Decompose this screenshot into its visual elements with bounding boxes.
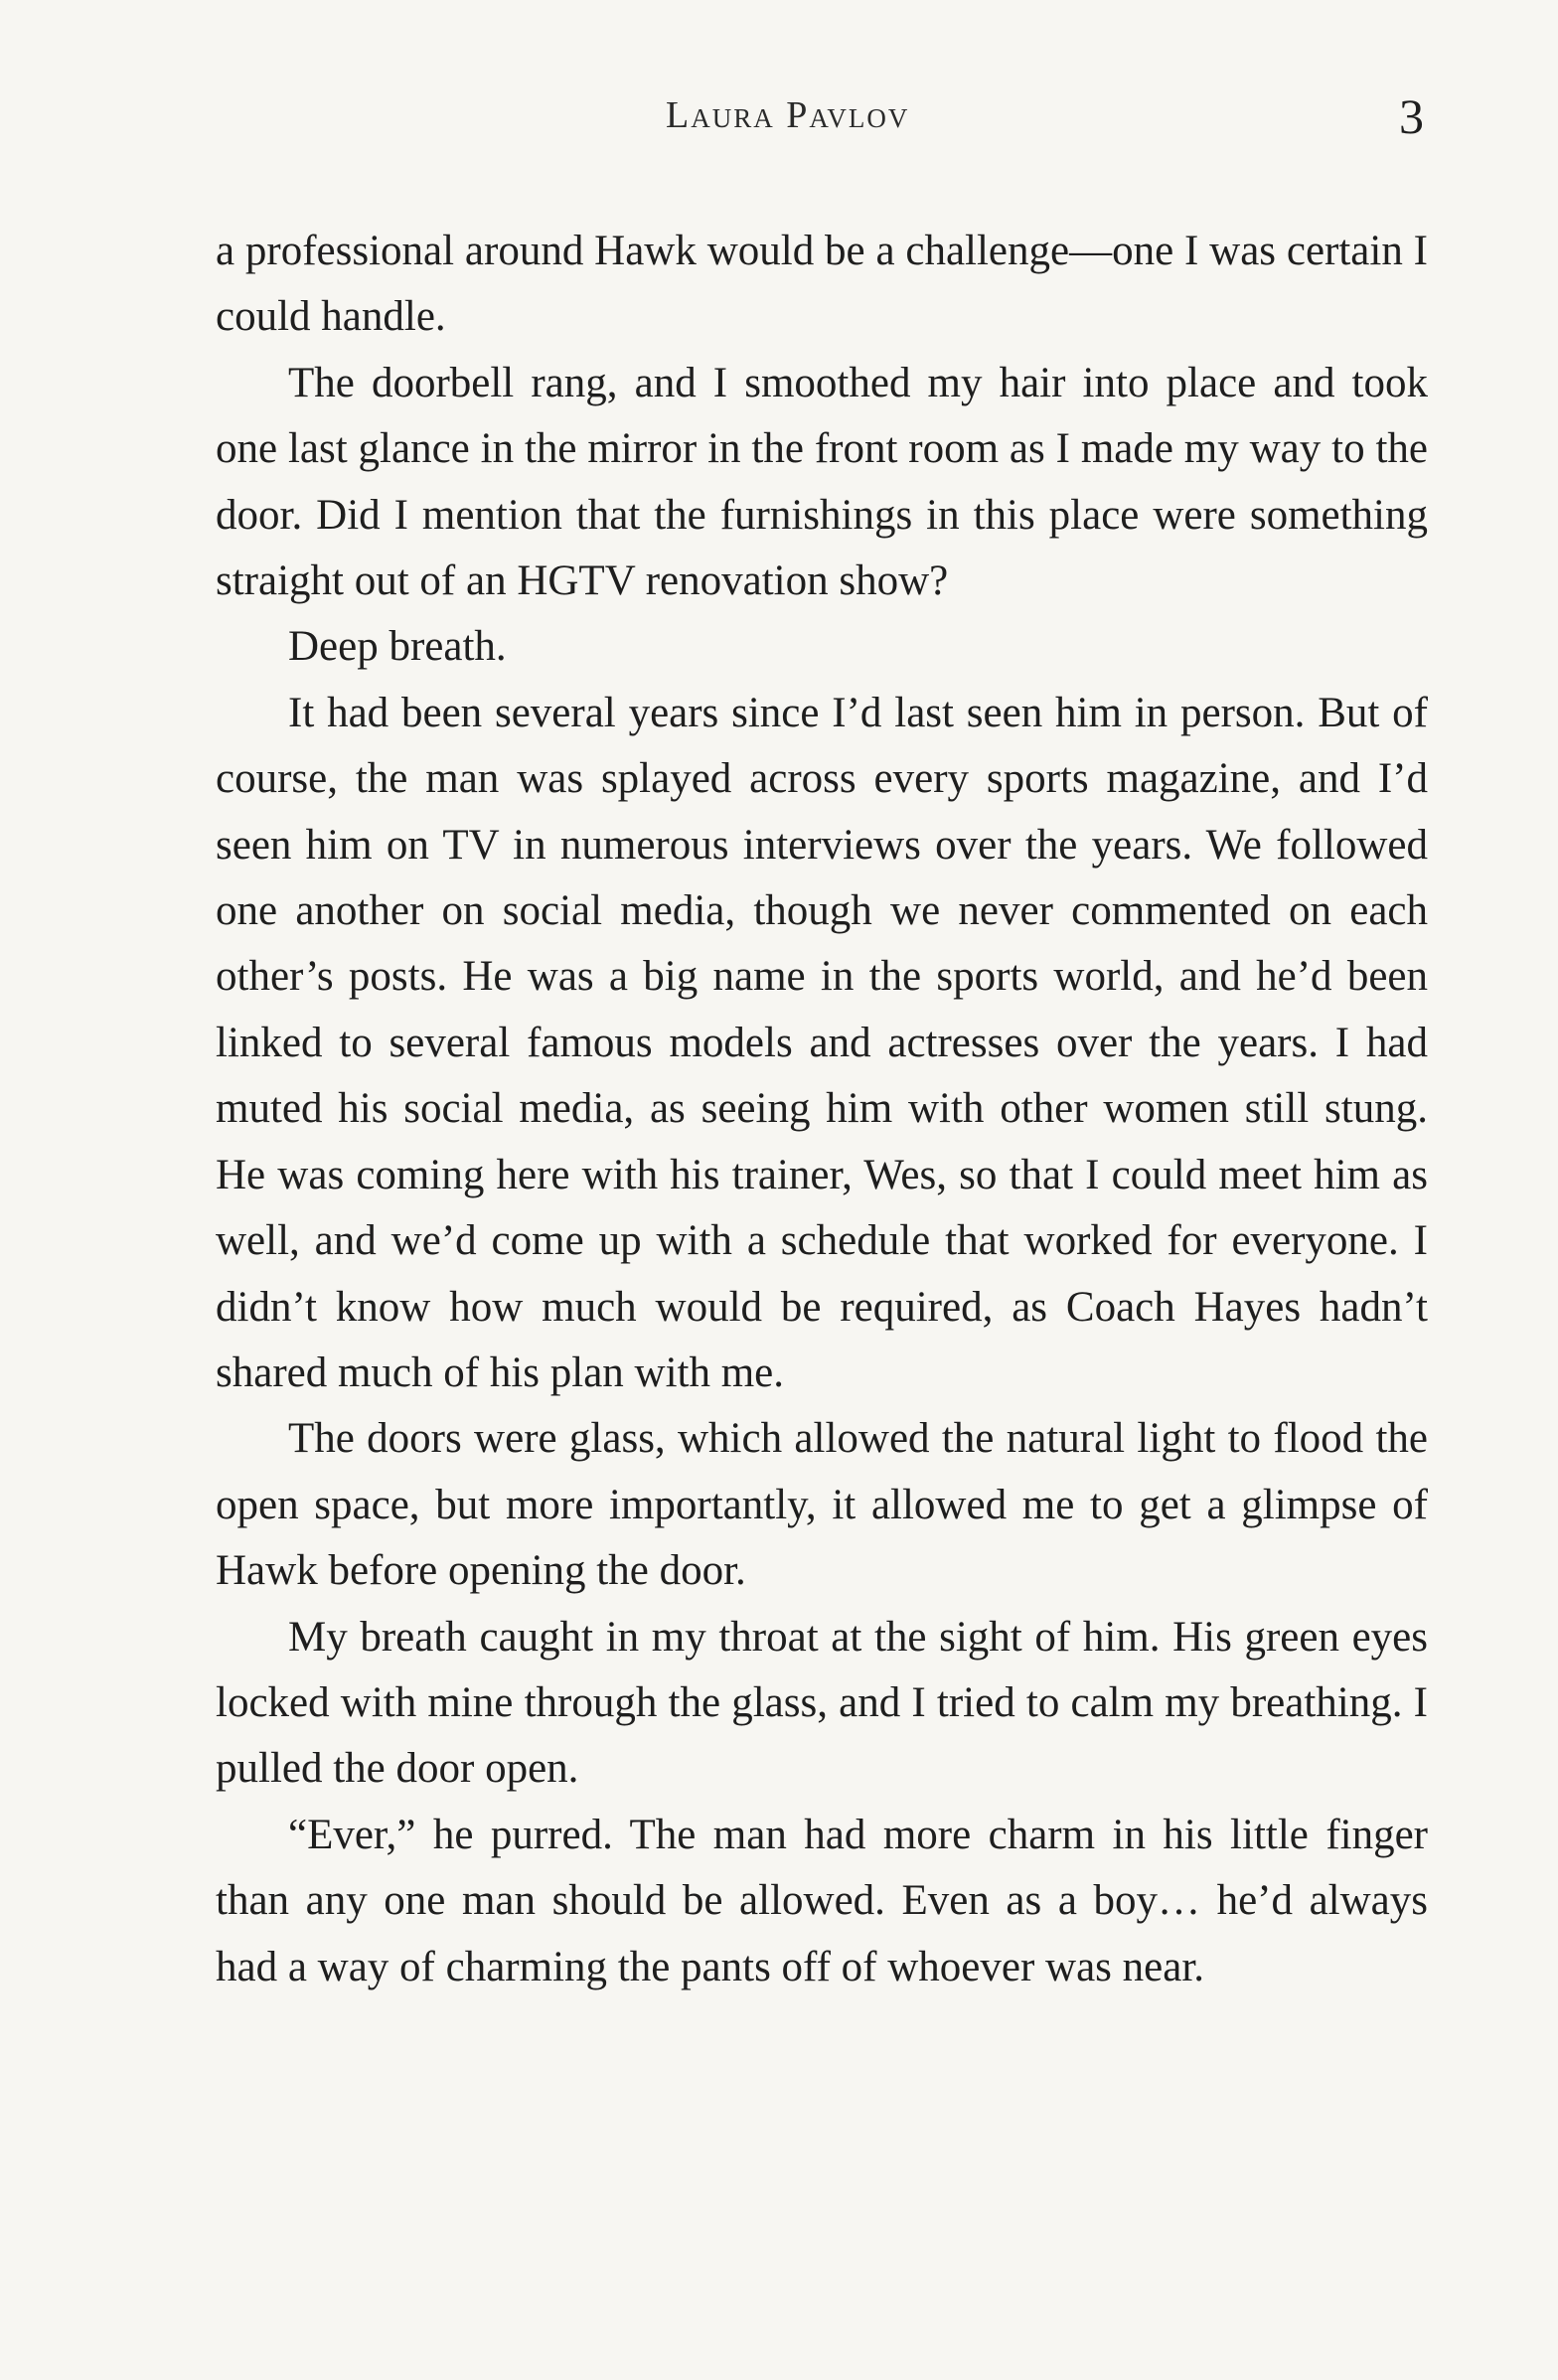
paragraph: The doors were glass, which allowed the natural light to flood the open space, but more importantly, it allowed me to get a glimpse of Hawk before opening the door. xyxy=(216,1415,1428,1595)
paragraph: “Ever,” he purred. The man had more charm in his little finger than any one man should be allowed. Even as a boy… he’d always had a way of charming the pants off of whoever was near. xyxy=(216,1811,1428,1990)
page-number: 3 xyxy=(1399,88,1424,144)
paragraph: The doorbell rang, and I smoothed my hair into place and took one last glance in the mirror in the front room as I made my way to the door. Did I mention that the furnishings in this place were something straight out of an HGTV renovation show? xyxy=(216,359,1428,605)
author-name: Laura Pavlov xyxy=(666,94,910,136)
paragraph: It had been several years since I’d last seen him in person. But of course, the man was splayed across every sports magazine, and I’d seen him on TV in numerous interviews over the years. We followed one another on social media, though we never commented on each other’s posts. He was a big name in the sports world, and he’d been linked to several famous models and actresses over the years. I had muted his social media, as seeing him with other women still stung. He was coming here with his trainer, Wes, so that I could meet him as well, and we’d come up with a schedule that worked for everyone. I didn’t know how much would be required, as Coach Hayes hadn’t shared much of his plan with me. xyxy=(216,689,1428,1396)
paragraph: Deep breath. xyxy=(288,623,507,671)
paragraph-continued: a professional around Hawk would be a challenge—one I was certain I could handle. xyxy=(216,228,1428,341)
body-text xyxy=(216,219,1428,2000)
paragraph: My breath caught in my throat at the sight of him. His green eyes locked with mine through the glass, and I tried to calm my breathing. I pulled the door open. xyxy=(216,1613,1428,1793)
running-head xyxy=(0,87,1558,157)
